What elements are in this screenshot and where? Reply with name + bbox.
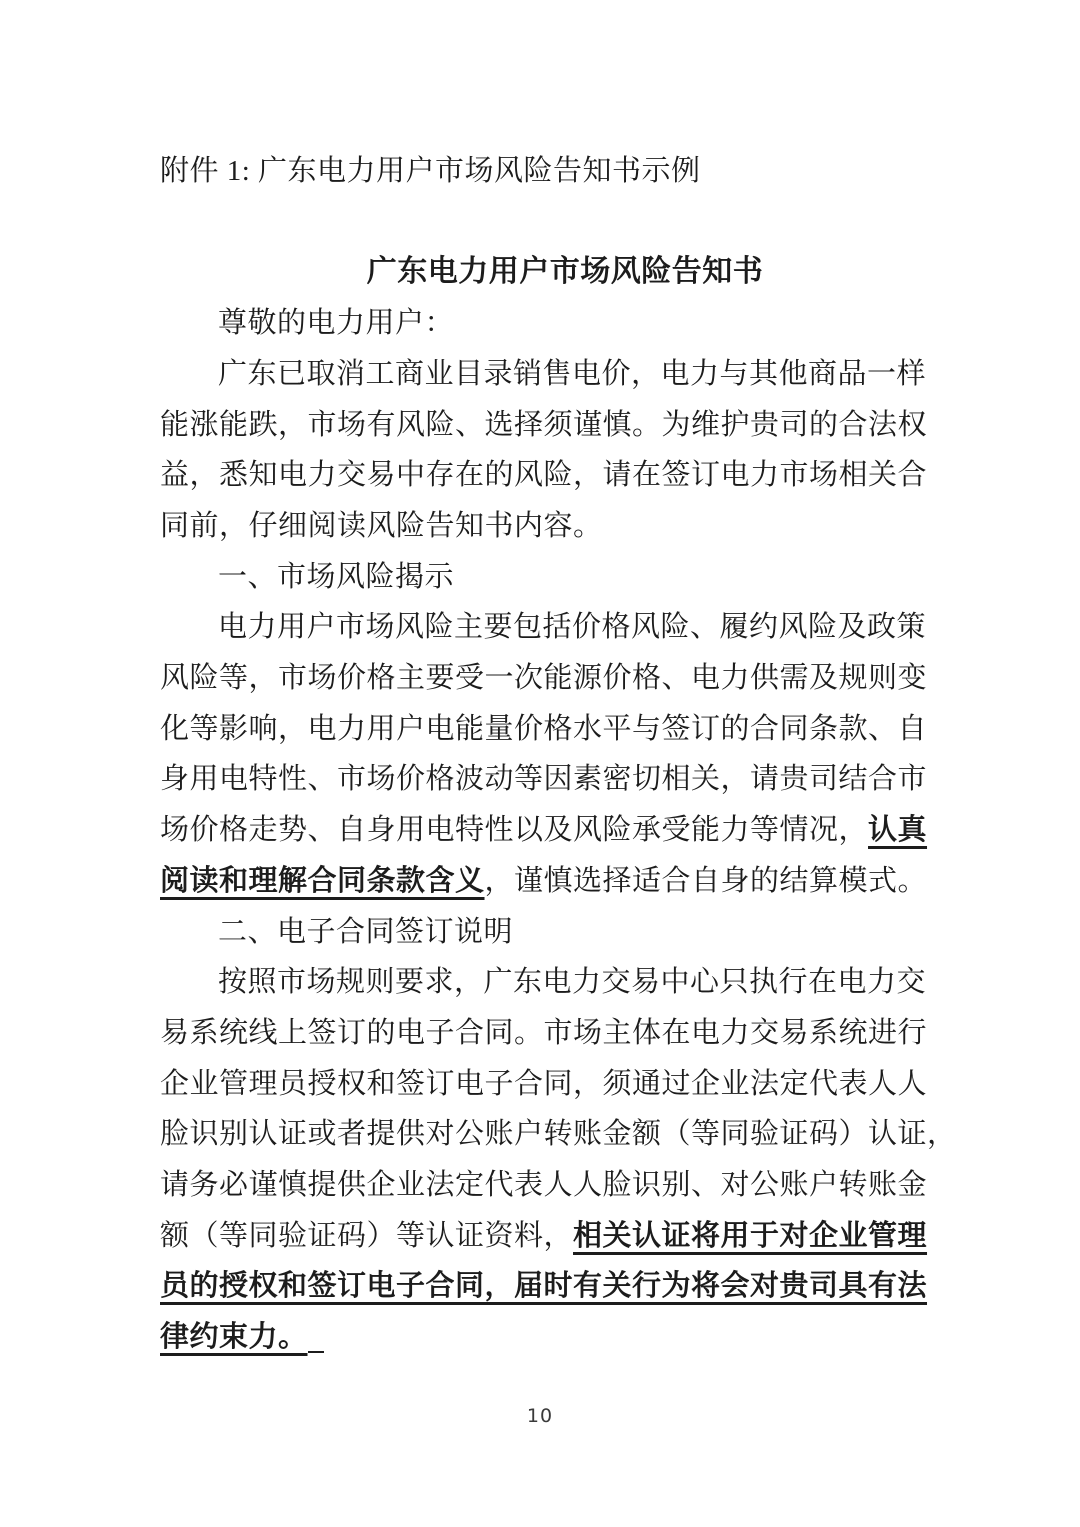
text-line — [160, 1109, 957, 1160]
underline-tail — [308, 1349, 324, 1353]
text-line — [160, 1160, 928, 1211]
text-run: 易系统线上签订的电子合同。市场主体在电力交易系统进行 — [160, 1016, 928, 1049]
emphasized-text-run: 员的授权和签订电子合同，届时有关行为将会对贵司具有法 — [160, 1270, 928, 1303]
attachment-label: 附件 1: 广东电力用户市场风险告知书示例 — [160, 155, 701, 187]
text-line — [160, 957, 927, 1008]
text-run: 身用电特性、市场价格波动等因素密切相关，请贵司结合市 — [160, 763, 928, 796]
section-heading-market-risk — [160, 552, 918, 603]
emphasized-text-run: 律约束力。 — [160, 1321, 308, 1354]
text-line — [160, 653, 928, 704]
text-run: 能涨能跌，市场有风险、选择须谨慎。为维护贵司的合法权 — [160, 408, 928, 441]
text-run: 化等影响，电力用户电能量价格水平与签订的合同条款、自 — [160, 712, 928, 745]
text-run: 额（等同验证码）等认证资料， — [160, 1219, 574, 1252]
text-run: 按照市场规则要求，广东电力交易中心只执行在电力交 — [218, 966, 927, 999]
text-line — [160, 501, 918, 552]
text-line — [160, 754, 928, 805]
text-line — [160, 856, 928, 907]
text-run: 益，悉知电力交易中存在的风险，请在签订电力市场相关合 — [160, 459, 928, 492]
text-run: 电力用户市场风险主要包括价格风险、履约风险及政策 — [218, 611, 927, 644]
text-run: 广东已取消工商业目录销售电价，电力与其他商品一样 — [218, 357, 927, 390]
text-line — [160, 1312, 918, 1363]
page-number: 10 — [526, 1405, 554, 1427]
text-run: 一、市场风险揭示 — [218, 560, 455, 593]
text-line — [160, 704, 928, 755]
text-run: 风险等，市场价格主要受一次能源价格、电力供需及规则变 — [160, 662, 928, 695]
emphasized-text-run: 认真 — [868, 814, 928, 847]
text-run: 尊敬的电力用户： — [218, 307, 455, 340]
document-title: 广东电力用户市场风险告知书 — [366, 255, 764, 289]
text-line — [160, 1261, 928, 1312]
text-run: 企业管理员授权和签订电子合同，须通过企业法定代表人人 — [160, 1067, 928, 1100]
text-line — [160, 400, 928, 451]
salutation — [160, 298, 918, 349]
text-line — [160, 602, 927, 653]
text-run: 二、电子合同签订说明 — [218, 915, 514, 948]
text-line — [160, 1211, 928, 1262]
text-line — [160, 450, 928, 501]
emphasized-text-run: 阅读和理解合同条款含义 — [160, 864, 485, 897]
text-run: 请务必谨慎提供企业法定代表人人脸识别、对公账户转账金 — [160, 1169, 928, 1202]
text-line — [160, 349, 927, 400]
text-run: ，谨慎选择适合自身的结算模式。 — [484, 864, 928, 897]
text-run: 脸识别认证或者提供对公账户转账金额（等同验证码）认证， — [160, 1118, 957, 1151]
text-run: 场价格走势、自身用电特性以及风险承受能力等情况， — [160, 814, 869, 847]
text-line — [160, 1008, 928, 1059]
blank-line — [160, 197, 918, 248]
text-line — [160, 805, 928, 856]
text-run: 同前，仔细阅读风险告知书内容。 — [160, 509, 603, 542]
text-line — [160, 1059, 928, 1110]
document-body — [160, 146, 957, 1363]
emphasized-text-run: 相关认证将用于对企业管理 — [573, 1219, 928, 1252]
section-heading-econtract — [160, 907, 918, 958]
